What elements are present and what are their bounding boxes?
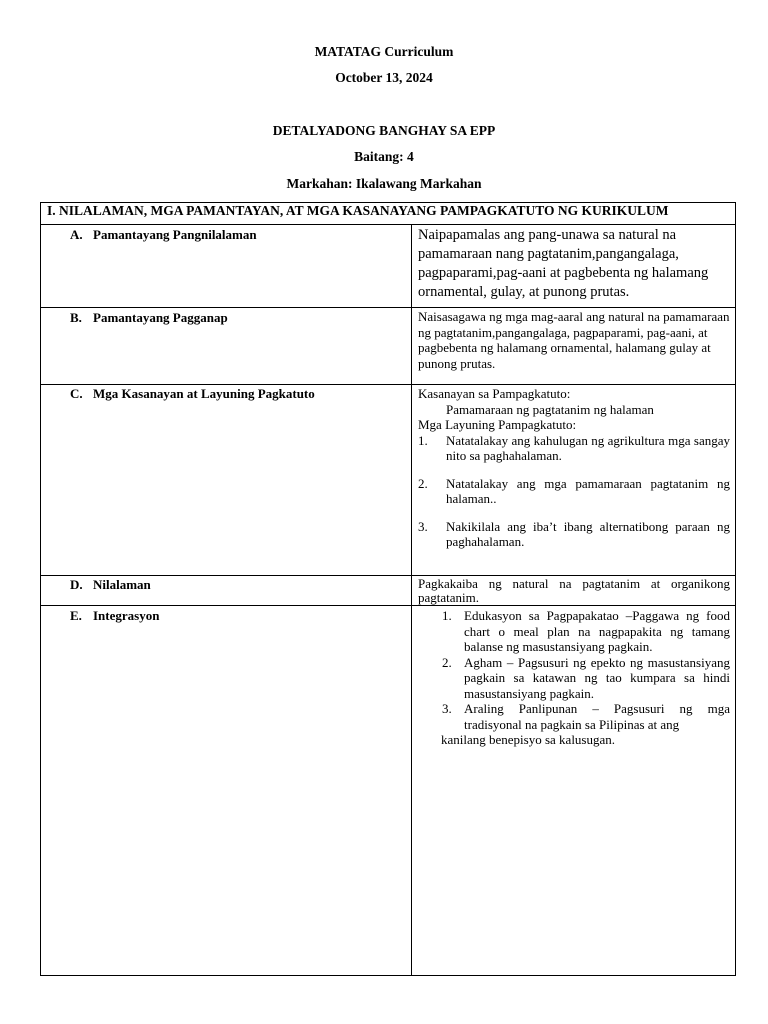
list-item (418, 476, 730, 507)
row-label-integrasyon (70, 608, 159, 624)
item-text: Natatalakay ang kahulugan ng agrikultura mga sangay nito sa paghahalaman. (446, 432, 730, 463)
item-text: Edukasyon sa Pagpapakatao –Paggawa ng food chart o meal plan na nagpapakita ng tamang balanse ng masustansiyang pagkain. (464, 608, 730, 654)
section-title: I. NILALAMAN, MGA PAMANTAYAN, AT MGA KASANAYANG PAMPAGKATUTO NG KURIKULUM (47, 203, 669, 218)
item-text: Agham – Pagsusuri ng epekto ng masustansiyang pagkain sa katawan ng tao kumpara sa hindi masustansiyang pagkain. (464, 654, 730, 701)
row-label-kasanayan-layunin (70, 386, 315, 402)
column-divider (411, 224, 412, 976)
row-letter: B. (70, 310, 82, 325)
row-label-pamantayang-pangnilalaman (70, 227, 257, 243)
row-divider (41, 384, 735, 385)
integration-list (418, 608, 730, 732)
integration-tail: kanilang benepisyo sa kalusugan. (441, 732, 616, 747)
row-label-nilalaman (70, 577, 151, 593)
list-item (418, 701, 730, 732)
list-item (418, 519, 730, 550)
row-label-text: Pamantayang Pangnilalaman (93, 227, 257, 242)
list-item (418, 655, 730, 702)
item-text: Nakikilala ang iba’t ibang alternatibong paraan ng paghahalaman. (446, 518, 730, 549)
content-kasanayan-layunin (418, 386, 730, 562)
item-text: Natatalakay ang mga pamamaraan pagtatanim ng halaman.. (446, 475, 730, 506)
document-date: October 13, 2024 (335, 70, 433, 85)
row-divider (41, 605, 735, 606)
item-number: 2. (418, 475, 428, 491)
layunin-heading: Mga Layuning Pampagkatuto: (418, 417, 577, 432)
row-letter: E. (70, 608, 82, 623)
kasanayan-text: Pamamaraan ng pagtatanim ng halaman (446, 401, 654, 417)
row-divider (41, 224, 735, 225)
content-pamantayang-pagganap: Naisasagawa ng mga mag-aaral ang natural na pamamaraan ng pagtatanim,pangangalaga, pagpaparami, pag-aani, at pagbebenta ng halamang ornamental, halamang gulay at punong prutas. (418, 309, 730, 371)
row-label-text: Pamantayang Pagganap (93, 310, 228, 325)
row-label-text: Integrasyon (93, 608, 160, 623)
item-text: Araling Panlipunan – Pagsusuri ng mga tradisyonal na pagkain sa Pilipinas at ang (464, 701, 730, 732)
document-title: DETALYADONG BANGHAY SA EPP (272, 123, 496, 138)
content-pamantayang-pangnilalaman: Naipapamalas ang pang-unawa sa natural na pamamaraan nang pagtatanim,pangangalaga, pagpaparami,pag-aani at pagbebenta ng halamang ornamental, gulay, at punong prutas. (418, 227, 709, 300)
content-integrasyon (418, 608, 730, 748)
row-letter: C. (70, 386, 83, 401)
row-letter: A. (70, 227, 83, 242)
kasanayan-heading: Kasanayan sa Pampagkatuto: (418, 386, 571, 401)
content-nilalaman: Pagkakaiba ng natural na pagtatanim at organikong pagtatanim. (418, 576, 730, 605)
lesson-plan-table (40, 202, 736, 976)
row-divider (41, 307, 735, 308)
row-label-text: Nilalaman (93, 577, 151, 592)
curriculum-title: MATATAG Curriculum (314, 44, 454, 59)
item-number: 3. (418, 518, 428, 534)
item-number: 3. (442, 701, 452, 716)
quarter: Markahan: Ikalawang Markahan (286, 176, 482, 191)
item-number: 1. (418, 432, 428, 448)
row-letter: D. (70, 577, 83, 592)
item-number: 1. (442, 608, 452, 623)
grade-level: Baitang: 4 (354, 149, 414, 164)
list-item (418, 433, 730, 464)
row-label-pamantayang-pagganap (70, 310, 228, 326)
objectives-list (418, 433, 730, 550)
row-label-text: Mga Kasanayan at Layuning Pagkatuto (93, 386, 315, 401)
list-item (418, 608, 730, 655)
item-number: 2. (442, 654, 452, 670)
